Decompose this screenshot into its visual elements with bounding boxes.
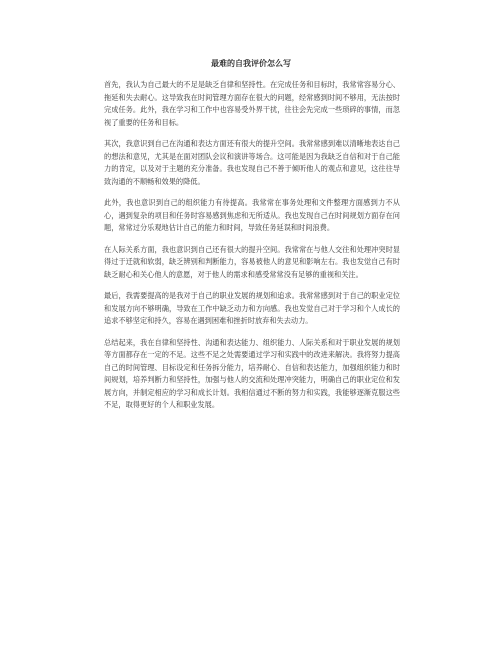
document-title: 最难的自我评价怎么写 xyxy=(211,58,291,68)
paragraph-organization: 此外，我也意识到自己的组织能力有待提高。我常常在事务处理和文件整理方面感到力不从心，遇到复杂的项目和任务时容易感到焦虑和无所适从。我也发现自己在时间规划方面存在问题，常常过分乐观地估计自己的能力和时间，导致任务延误和时间浪费。 xyxy=(104,198,400,232)
paragraph-self-discipline: 首先，我认为自己最大的不足是缺乏自律和坚持性。在完成任务和目标时，我常常容易分心、拖延和失去耐心。这导致我在时间管理方面存在很大的问题，经常感到时间不够用，无法按时完成任务。此外，我在学习和工作中也容易受外界干扰，往往会先完成一些琐碎的事情，而忽视了重要的任务和目标。 xyxy=(104,80,400,127)
paragraph-communication: 其次，我意识到自己在沟通和表达方面还有很大的提升空间。我常常感到难以清晰地表达自己的想法和意见，尤其是在面对团队会议和演讲等场合。这可能是因为我缺乏自信和对于自己能力的肯定，以及对于主题的充分准备。我也发现自己不善于倾听他人的观点和意见，这往往导致沟通的不顺畅和效果的降低。 xyxy=(104,139,400,186)
paragraph-relationships: 在人际关系方面，我也意识到自己还有很大的提升空间。我常常在与他人交往和处理冲突时显得过于迁就和软弱，缺乏辨别和判断能力，容易被他人的意见和影响左右。我也发觉自己有时缺乏耐心和关心他人的意愿，对于他人的需求和感受常常没有足够的重视和关注。 xyxy=(104,244,400,279)
paragraph-summary: 总结起来，我在自律和坚持性、沟通和表达能力、组织能力、人际关系和对于职业发展的规划等方面都存在一定的不足。这些不足之处需要通过学习和实践中的改进来解决。我将努力提高自己的时间管理、目标设定和任务拆分能力，培养耐心、自信和表达能力，加强组织能力和时间规划，培养判断力和坚持性，加强与他人的交流和处理冲突能力，明确自己的职业定位和发展方向，并制定相应的学习和成长计划。我相信通过不断的努力和实践，我能够逐渐克服这些不足，取得更好的个人和职业发展。 xyxy=(104,337,400,409)
document-body xyxy=(104,79,400,421)
paragraph-career: 最后，我需要提高的是我对于自己的职业发展的规划和追求。我常常感到对于自己的职业定位和发展方向不够明确，导致在工作中缺乏动力和方向感。我也发觉自己对于学习和个人成长的追求不够坚定和持久，容易在遇到困难和挫折时放弃和失去动力。 xyxy=(104,291,400,325)
